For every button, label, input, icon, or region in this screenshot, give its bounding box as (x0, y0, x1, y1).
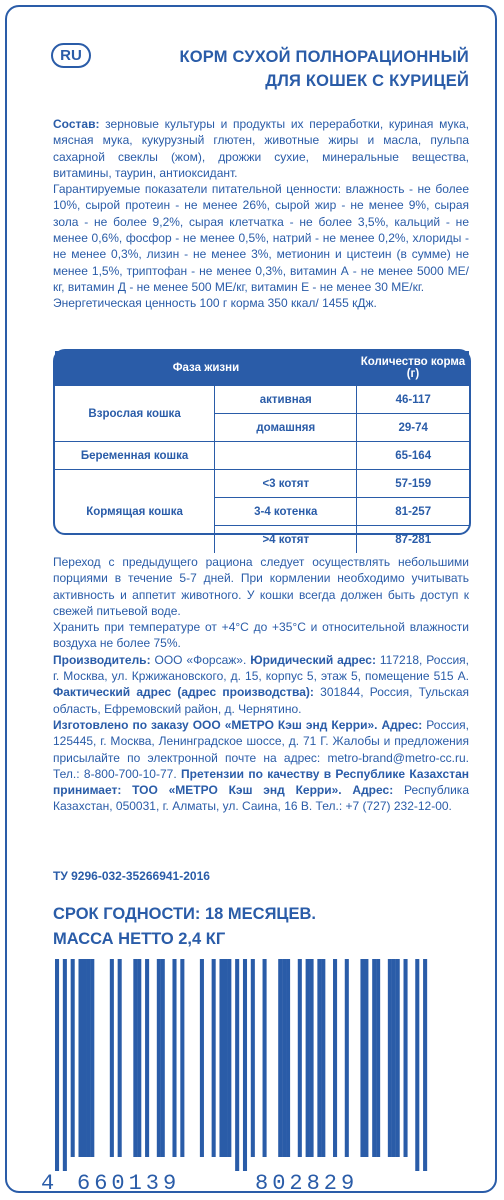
kz-address: Республика Казахстан, 050031, г. Алматы, ул. Саина, 16 В. Тел.: +7 (727) 232-12-00. (53, 783, 469, 814)
storage-text: Хранить при температуре от +4°С до +35°С и относительной влажности воздуха не более 75%. (53, 620, 469, 651)
amount-pregnant: 65-164 (357, 442, 469, 470)
barcode-bar (404, 959, 408, 1157)
package-panel (5, 5, 497, 1196)
barcode-bar (360, 959, 364, 1157)
barcode-bar (333, 959, 337, 1157)
title-line-2: ДЛЯ КОШЕК С КУРИЦЕЙ (265, 72, 469, 90)
title-line-1: КОРМ СУХОЙ ПОЛНОРАЦИОННЫЙ (179, 48, 469, 66)
barcode-bar (145, 959, 149, 1157)
barcode-bar (396, 959, 400, 1157)
barcode-guard-bar (55, 959, 59, 1171)
composition-label: Состав: (53, 117, 100, 131)
barcode-bar (78, 959, 82, 1157)
barcode-guard-bar (423, 959, 427, 1171)
barcode-bars (55, 959, 427, 1171)
feeding-table (53, 349, 471, 546)
barcode-bar (376, 959, 380, 1157)
product-title (119, 45, 469, 93)
row-pregnant-label: Беременная кошка (55, 442, 215, 470)
feeding-and-producer-block (53, 554, 469, 815)
legal-address-label: Юридический адрес: (250, 652, 376, 667)
producer-paragraph (53, 652, 469, 717)
barcode-bar (110, 959, 114, 1157)
amount-adult-home: 29-74 (357, 414, 469, 442)
barcode-bar (392, 959, 396, 1157)
barcode-guard-bar (243, 959, 247, 1171)
language-badge: RU (51, 43, 91, 68)
barcode-bar (388, 959, 392, 1157)
barcode-guard-bar (235, 959, 239, 1171)
guaranteed-values: Гарантируемые показатели питательной ценности: влажность - не более 10%, сырой протеин - не менее 26%, сырой жир - не менее 9%, сырая зола - не более 9,2%, сырая клетчатка - не более 3,5%, кальций - не менее 0,6%, фосфор - не менее 0,5%, натрий - не менее 0,2%, хлориды - не менее 0,3%, лизин - не менее 3%, метионин и цистеин (в сумме) не менее 1,5%, триптофан - не менее 0,3%, витамин А - не менее 5000 МЕ/кг, витамин Д - не менее 500 МЕ/кг, витамин Е - не менее 30 МЕ/кг. (53, 182, 469, 294)
manufactured-address: Россия, 125445, г. Москва, Ленинградское шоссе, д. 71 Г. Жалобы и предложения присылайте по электронной почте на адрес: metro-brand@metro-cc.ru. Тел.: 8-800-700-10-77. (53, 717, 469, 781)
row-nursing-label: Кормящая кошка (55, 470, 215, 554)
barcode-bar (263, 959, 267, 1157)
barcode-bar (306, 959, 310, 1157)
row-adult-home: домашняя (215, 414, 357, 442)
row-adult-label: Взрослая кошка (55, 386, 215, 442)
shelf-life: СРОК ГОДНОСТИ: 18 МЕСЯЦЕВ. (53, 905, 316, 923)
barcode-bar (90, 959, 94, 1157)
manufactured-label: Изготовлено по заказу ООО «МЕТРО Кэш энд Керри». Адрес: (53, 717, 423, 732)
barcode-bar (133, 959, 137, 1157)
barcode-bar (137, 959, 141, 1157)
composition-paragraph (53, 116, 469, 181)
amount-nursing-3-4: 81-257 (357, 498, 469, 526)
legal-address: 117218, Россия, г. Москва, ул. Кржижановского, д. 15, корпус 5, этаж 5, помещение 515 А. (53, 652, 469, 684)
barcode-bar (317, 959, 321, 1157)
barcode-bar (364, 959, 368, 1157)
barcode-bar (219, 959, 223, 1157)
composition-text: зерновые культуры и продукты их переработки, куриная мука, мясная мука, кукурузный глютен, животные жиры и масла, пульпа сахарной свеклы (жом), дрожжи сухие, минеральные вещества, витамины, таурин, антиоксидант. (53, 117, 469, 180)
barcode-bar (286, 959, 290, 1157)
header-feed-amount: Количество корма (г) (357, 351, 469, 386)
barcode-bar (223, 959, 227, 1157)
barcode (55, 959, 427, 1171)
producer-label: Производитель: (53, 652, 151, 667)
barcode-digits (41, 1171, 427, 1197)
barcode-bar (71, 959, 75, 1157)
barcode-bar (157, 959, 161, 1157)
transition-text: Переход с предыдущего рациона следует осуществлять небольшими порциями в течение 5-7 дней. При кормлении необходимо учитывать активность и аппетит животного. У кошки всегда должен быть доступ к свежей питьевой воде. (53, 555, 469, 618)
barcode-bar (298, 959, 302, 1157)
barcode-right-group: 802829 (255, 1171, 359, 1196)
barcode-bar (251, 959, 255, 1157)
row-nursing-gt4: >4 котят (215, 526, 357, 554)
producer-name: ООО «Форсаж». (150, 652, 251, 667)
amount-nursing-gt4: 87-281 (357, 526, 469, 554)
tech-spec-number: ТУ 9296-032-35266941-2016 (53, 869, 210, 883)
barcode-left-group: 660139 (77, 1171, 181, 1196)
barcode-bar (200, 959, 204, 1157)
barcode-first-digit: 4 (41, 1171, 55, 1196)
barcode-bar (282, 959, 286, 1157)
kz-claims-label: Претензии по качеству в Республике Казахстан принимает: ТОО «МЕТРО Кэш энд Керри». Адрес: (53, 766, 469, 798)
composition-block (53, 116, 469, 312)
amount-adult-active: 46-117 (357, 386, 469, 414)
barcode-bar (118, 959, 122, 1157)
actual-address-label: Фактический адрес (адрес производства): (53, 685, 314, 700)
barcode-bar (310, 959, 314, 1157)
barcode-bar (212, 959, 216, 1157)
barcode-bar (86, 959, 90, 1157)
barcode-bar (278, 959, 282, 1157)
row-nursing-lt3: <3 котят (215, 470, 357, 498)
net-weight: МАССА НЕТТО 2,4 КГ (53, 930, 226, 948)
barcode-guard-bar (415, 959, 419, 1171)
barcode-bar (172, 959, 176, 1157)
row-nursing-3-4: 3-4 котенка (215, 498, 357, 526)
actual-address: 301844, Россия, Тульская область, Ефремовский район, д. Чернятино. (53, 685, 469, 716)
barcode-bar (227, 959, 231, 1157)
barcode-bar (321, 959, 325, 1157)
barcode-guard-bar (63, 959, 67, 1171)
barcode-bar (372, 959, 376, 1157)
barcode-bar (82, 959, 86, 1157)
barcode-bar (345, 959, 349, 1157)
row-pregnant-empty (215, 442, 357, 470)
energy-value: Энергетическая ценность 100 г корма 350 ккал/ 1455 кДж. (53, 296, 377, 311)
barcode-bar (180, 959, 184, 1157)
barcode-bar (161, 959, 165, 1157)
header-life-phase: Фаза жизни (55, 351, 357, 386)
manufactured-paragraph (53, 717, 469, 815)
row-adult-active: активная (215, 386, 357, 414)
amount-nursing-lt3: 57-159 (357, 470, 469, 498)
